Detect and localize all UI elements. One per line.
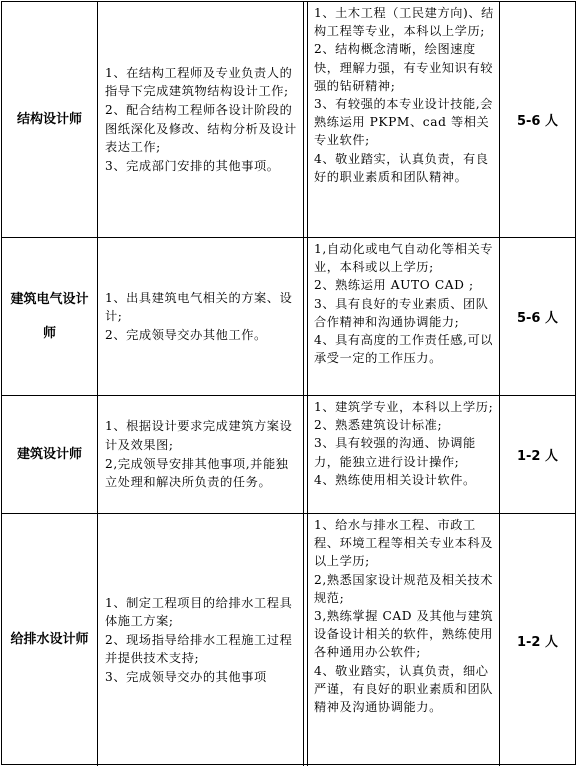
requirements-cell [308,2,500,237]
headcount: 1-2 人 [516,449,558,464]
requirements-cell [308,238,500,395]
requirement-item: 3,熟练掌握 CAD 及其他与建筑设备设计相关的软件，熟练使用各种通用办公软件; [314,609,494,660]
table-row [2,238,575,396]
job-table [1,1,576,765]
position-cell [2,238,98,395]
position-cell [2,2,98,237]
duties-cell [98,514,304,766]
count-cell [500,2,575,237]
headcount: 1-2 人 [516,634,558,650]
duty-item: 3、完成部门安排的其他事项。 [105,158,280,173]
position-title: 建筑电气设计师 [10,291,89,341]
duties-cell [98,396,304,513]
requirements-cell [308,396,500,513]
requirement-item: 2、结构概念清晰，绘图速度快，理解力强，有专业知识有较强的钻研精神; [314,42,494,93]
duty-item: 2、配合结构工程师各设计阶段的图纸深化及修改、结构分析及设计表达工作; [105,102,297,155]
requirement-item: 4、具有高度的工作责任感,可以承受一定的工作压力。 [314,333,494,366]
duties-cell [98,2,304,237]
duty-item: 1、制定工程项目的给排水工程具体施工方案; [105,595,293,629]
requirement-item: 3、具有较强的沟通、协调能力，能独立进行设计操作; [314,436,476,469]
count-cell [500,238,575,395]
requirement-item: 4、敬业踏实，认真负责，细心严谨，有良好的职业素质和团队精神及沟通协调能力。 [314,663,494,715]
table-row [2,514,575,766]
position-cell [2,396,98,513]
requirement-item: 2、熟练运用 AUTO CAD ; [314,278,474,293]
position-title: 给排水设计师 [10,632,89,647]
position-cell [2,514,98,766]
position-title: 结构设计师 [16,111,82,127]
requirement-item: 3、具有良好的专业素质、团队合作精神和沟通协调能力; [314,296,489,329]
requirement-item: 1、建筑学专业，本科以上学历; [314,400,494,414]
duty-item: 3、完成领导交办的其他事项 [105,669,267,684]
headcount: 5-6 人 [516,311,558,326]
duty-item: 1、根据设计要求完成建筑方案设计及效果图; [105,419,293,452]
requirement-item: 2,熟悉国家设计规范及相关技术规范; [314,572,494,605]
count-cell [500,514,575,766]
duty-item: 2、完成领导交办其他工作。 [105,327,267,342]
requirement-item: 1,自动化或电气自动化等相关专业，本科或以上学历; [314,242,494,275]
requirement-item: 3、有较强的本专业设计技能,会熟练运用 PKPM、cad 等相关专业软件; [314,97,494,148]
count-cell [500,396,575,513]
duty-item: 1、在结构工程师及专业负责人的指导下完成建筑物结构设计工作; [105,65,293,99]
table-row [2,2,575,238]
duty-item: 1、出具建筑电气相关的方案、设计; [105,290,293,324]
headcount: 5-6 人 [516,114,558,129]
duty-item: 2,完成领导安排其他事项,并能独立处理和解决所负责的任务。 [105,456,289,490]
requirement-item: 2、熟悉建筑设计标准; [314,418,443,433]
requirements-cell [308,514,500,766]
requirement-item: 4、敬业踏实，认真负责，有良好的职业素质和团队精神。 [314,151,489,184]
position-title: 建筑设计师 [16,446,82,462]
table-row [2,396,575,514]
requirement-item: 4、熟练使用相关设计软件。 [314,472,476,487]
duty-item: 2、现场指导给排水工程施工过程并提供技术支持; [105,632,293,666]
requirement-item: 1、土木工程（工民建方向)、结构工程等专业，本科以上学历; [314,6,494,39]
duties-cell [98,238,304,395]
requirement-item: 1、给水与排水工程、市政工程、环境工程等相关专业本科及以上学历; [314,518,494,569]
